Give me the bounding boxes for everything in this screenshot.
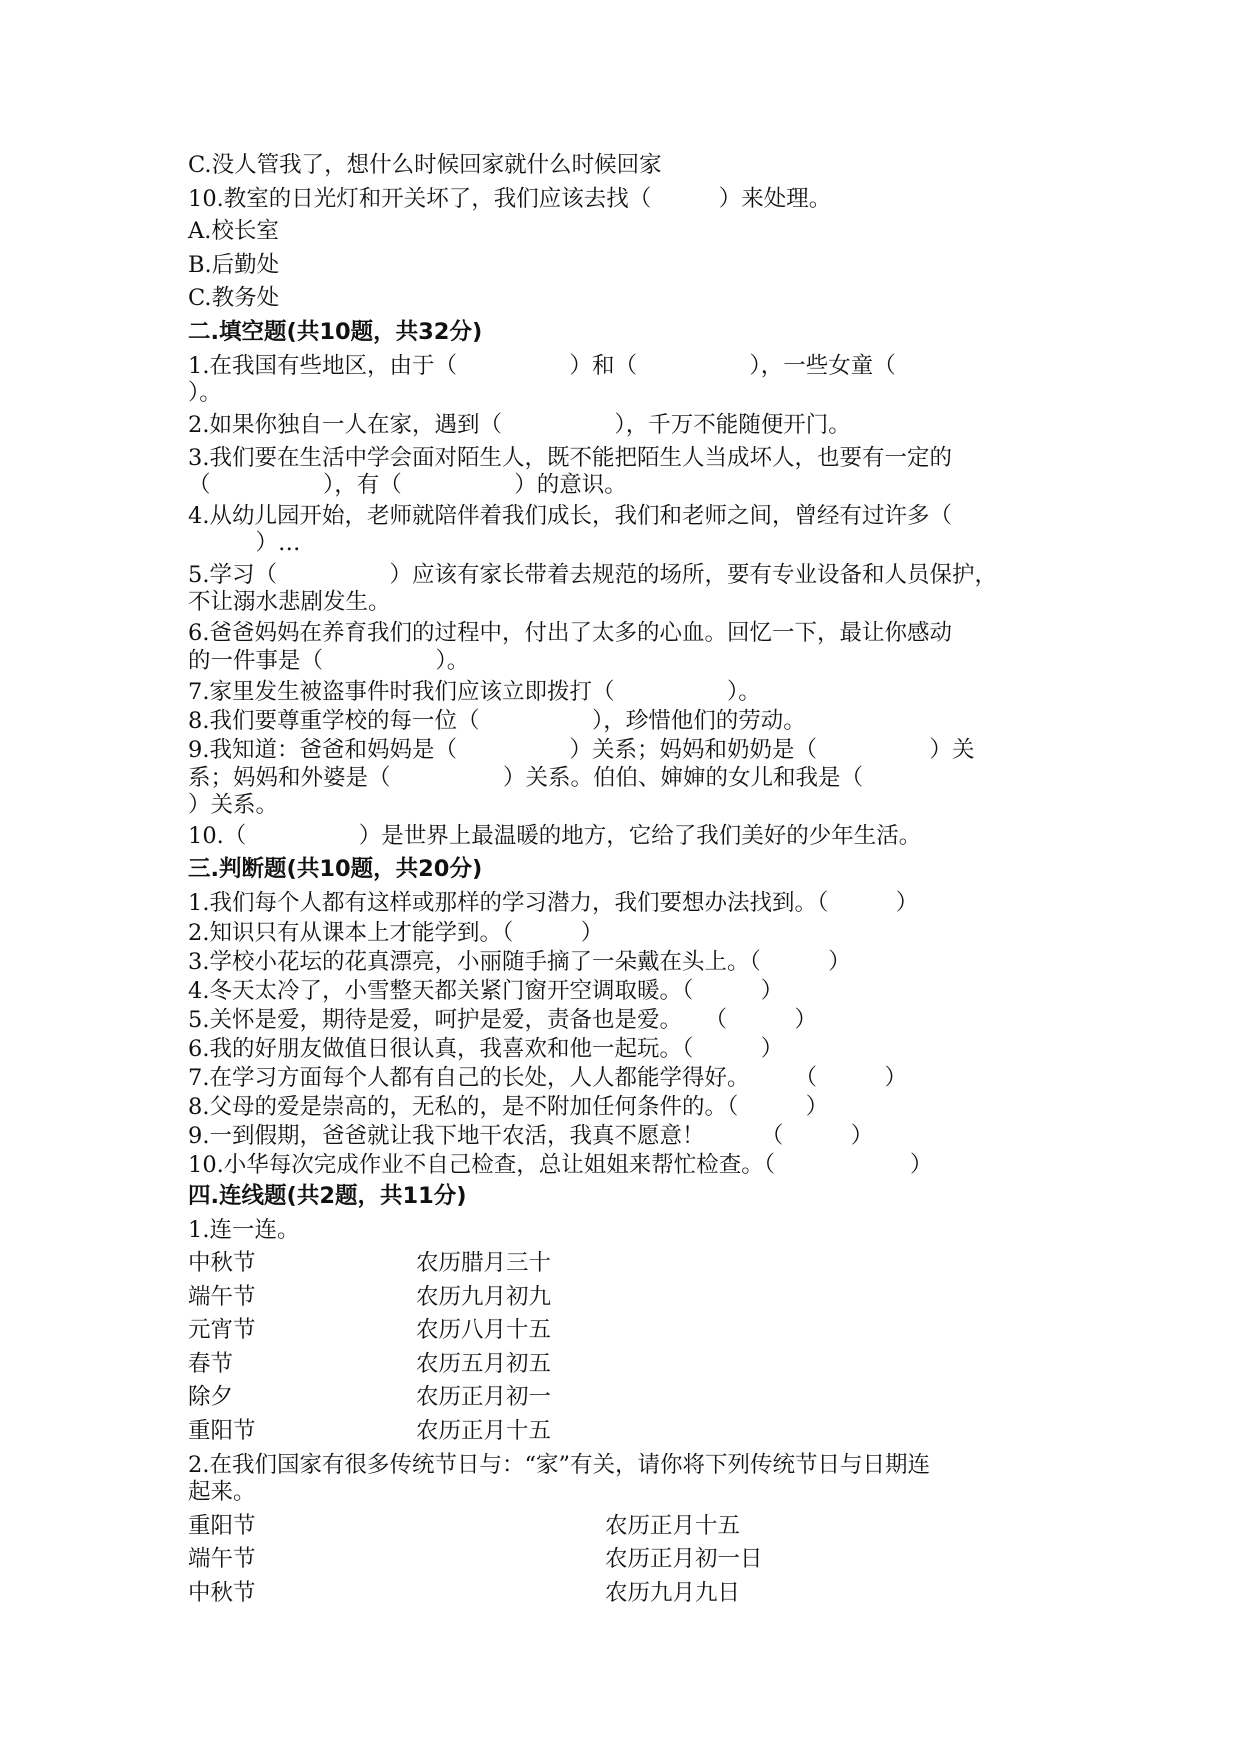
section-heading-fill-blank: 二.填空题(共10题，共32分)	[188, 319, 483, 345]
fill-line: ）关系。	[188, 792, 279, 818]
match-right-item: 农历八月十五	[416, 1317, 552, 1343]
match-right-item: 农历腊月三十	[416, 1250, 552, 1276]
fill-line: 2.如果你独自一人在家，遇到（ ），千万不能随便开门。	[188, 412, 851, 438]
judge-line: 10.小华每次完成作业不自己检查，总让姐姐来帮忙检查。（ ）	[188, 1152, 933, 1178]
match-right-item: 农历九月初九	[416, 1284, 552, 1310]
fill-line: ）…	[188, 530, 301, 556]
fill-line: 的一件事是（ ）。	[188, 648, 470, 674]
fill-line: 系；妈妈和外婆是（ ）关系。伯伯、婶婶的女儿和我是（	[188, 765, 864, 791]
match-left-item: 重阳节	[188, 1513, 256, 1539]
match-right-item: 农历正月十五	[416, 1418, 552, 1444]
q10-option-c: C.教务处	[188, 285, 280, 311]
match-right-item: 农历九月九日	[605, 1580, 741, 1606]
match-right-item: 农历五月初五	[416, 1351, 552, 1377]
q10-text: 10.教室的日光灯和开关坏了，我们应该去找（ ）来处理。	[188, 186, 832, 212]
fill-line: 6.爸爸妈妈在养育我们的过程中，付出了太多的心血。回忆一下，最让你感动	[188, 620, 952, 646]
fill-line: 1.在我国有些地区，由于（ ）和（ ），一些女童（	[188, 353, 896, 379]
q9-option-c: C.没人管我了，想什么时候回家就什么时候回家	[188, 152, 662, 178]
fill-line: 9.我知道：爸爸和妈妈是（ ）关系；妈妈和奶奶是（ ）关	[188, 737, 975, 763]
fill-line: 8.我们要尊重学校的每一位（ ），珍惜他们的劳动。	[188, 708, 806, 734]
q10-option-b: B.后勤处	[188, 252, 280, 278]
fill-line: （ ），有（ ）的意识。	[188, 472, 627, 498]
judge-line: 8.父母的爱是崇高的，无私的，是不附加任何条件的。（ ）	[188, 1094, 829, 1120]
match-left-item: 中秋节	[188, 1580, 256, 1606]
judge-line: 4.冬天太冷了，小雪整天都关紧门窗开空调取暖。（ ）	[188, 978, 784, 1004]
match-q2-title-cont: 起来。	[188, 1479, 256, 1505]
q10-option-a: A.校长室	[188, 218, 279, 244]
section-heading-matching: 四.连线题(共2题，共11分)	[188, 1183, 467, 1209]
match-q1-title: 1.连一连。	[188, 1217, 300, 1243]
fill-line: 3.我们要在生活中学会面对陌生人，既不能把陌生人当成坏人，也要有一定的	[188, 445, 952, 471]
judge-line: 7.在学习方面每个人都有自己的长处，人人都能学得好。 （ ）	[188, 1065, 907, 1091]
match-right-item: 农历正月初一日	[605, 1546, 763, 1572]
fill-line: 10.（ ）是世界上最温暖的地方，它给了我们美好的少年生活。	[188, 823, 922, 849]
fill-line: 7.家里发生被盗事件时我们应该立即拨打（ ）。	[188, 679, 761, 705]
match-left-item: 春节	[188, 1351, 234, 1377]
match-left-item: 中秋节	[188, 1250, 256, 1276]
match-left-item: 重阳节	[188, 1418, 256, 1444]
match-q2-title: 2.在我们国家有很多传统节日与：“家”有关，请你将下列传统节日与日期连	[188, 1452, 930, 1478]
match-right-item: 农历正月十五	[605, 1513, 741, 1539]
match-left-item: 端午节	[188, 1284, 256, 1310]
judge-line: 3.学校小花坛的花真漂亮，小丽随手摘了一朵戴在头上。（ ）	[188, 949, 851, 975]
judge-line: 2.知识只有从课本上才能学到。（ ）	[188, 920, 604, 946]
match-left-item: 元宵节	[188, 1317, 256, 1343]
fill-line: 不让溺水悲剧发生。	[188, 589, 391, 615]
section-heading-true-false: 三.判断题(共10题，共20分)	[188, 856, 483, 882]
fill-line: ）。	[188, 380, 222, 406]
match-right-item: 农历正月初一	[416, 1384, 552, 1410]
judge-line: 5.关怀是爱，期待是爱，呵护是爱，责备也是爱。 （ ）	[188, 1007, 817, 1033]
match-left-item: 除夕	[188, 1384, 234, 1410]
judge-line: 9.一到假期，爸爸就让我下地干农活，我真不愿意！ （ ）	[188, 1123, 874, 1149]
judge-line: 6.我的好朋友做值日很认真，我喜欢和他一起玩。（ ）	[188, 1036, 784, 1062]
match-left-item: 端午节	[188, 1546, 256, 1572]
judge-line: 1.我们每个人都有这样或那样的学习潜力，我们要想办法找到。（ ）	[188, 890, 919, 916]
fill-line: 4.从幼儿园开始，老师就陪伴着我们成长，我们和老师之间，曾经有过许多（	[188, 503, 952, 529]
fill-line: 5.学习（ ）应该有家长带着去规范的场所，要有专业设备和人员保护，	[188, 562, 997, 588]
